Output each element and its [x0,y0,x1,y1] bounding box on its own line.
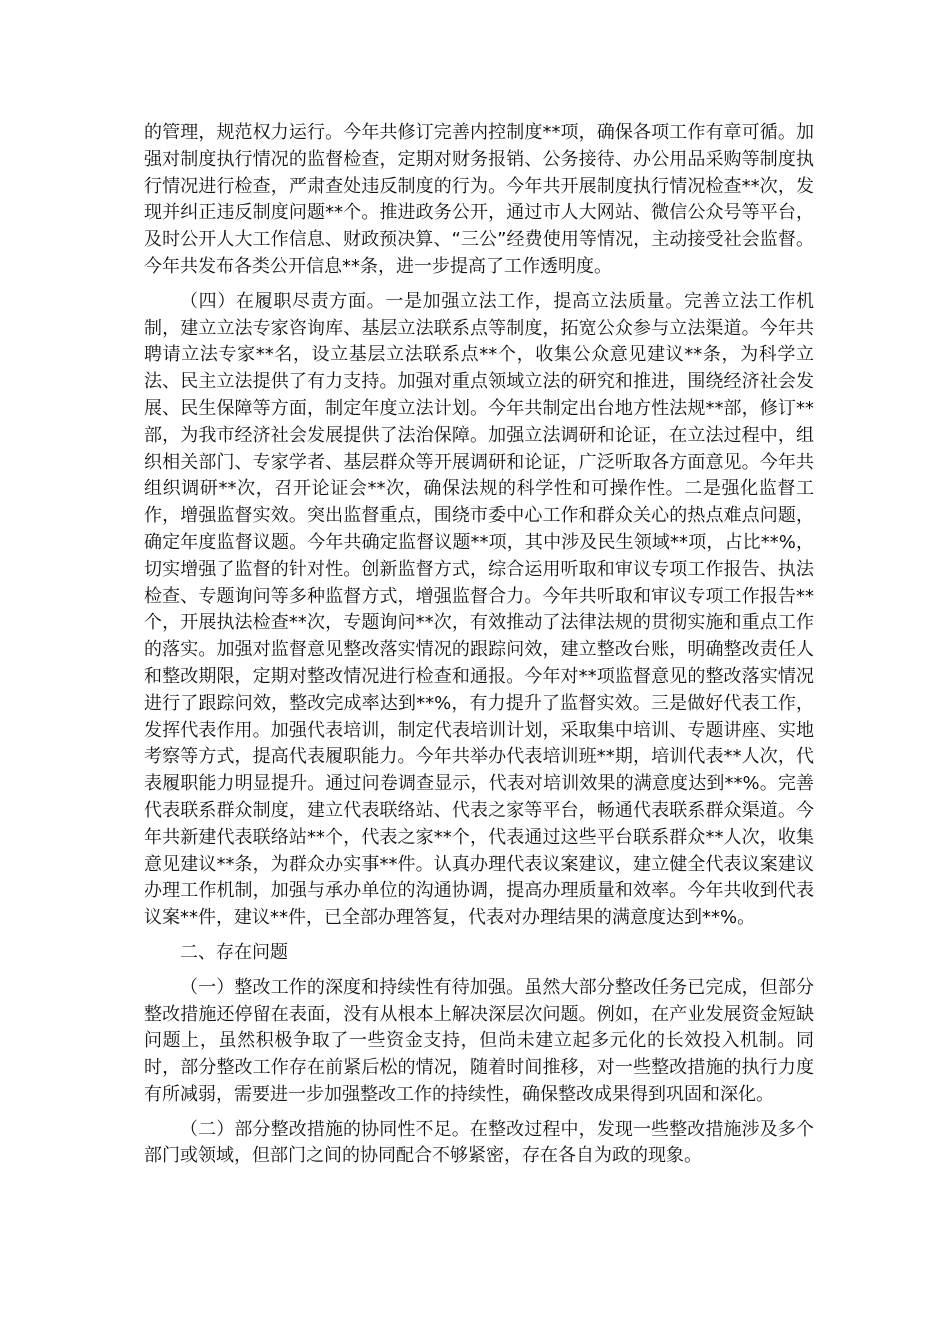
paragraph-internal-control: 的管理，规范权力运行。今年共修订完善内控制度**项，确保各项工作有章可循。加强对制度执行情况的监督检查，定期对财务报销、公务接待、办公用品采购等制度执行情况进行检查，严肃查处违反制度的行为。今年共开展制度执行情况检查**次，发现并纠正违反制度问题**个。推进政务公开，通过市人大网站、微信公众号等平台，及时公开人大工作信息、财政预决算、“三公”经费使用等情况，主动接受社会监督。今年共发布各类公开信息**条，进一步提高了工作透明度。 [144,122,814,277]
paragraph-rectification-depth: （一）整改工作的深度和持续性有待加强。虽然大部分整改任务已完成，但部分整改措施还停留在表面，没有从根本上解决深层次问题。例如，在产业发展资金短缺问题上，虽然积极争取了一些资金支持，但尚未建立起多元化的长效投入机制。同时，部分整改工作存在前紧后松的情况，随着时间推移，对一些整改措施的执行力度有所减弱，需要进一步加强整改工作的持续性，确保整改成果得到巩固和深化。 [144,976,814,1105]
section-heading-existing-problems: 二、存在问题 [180,941,288,963]
paragraph-duty-performance: （四）在履职尽责方面。一是加强立法工作，提高立法质量。完善立法工作机制，建立立法专家咨询库、基层立法联系点等制度，拓宽公众参与立法渠道。今年共聘请立法专家**名，设立基层立法联系点**个，收集公众意见建议**条，为科学立法、民主立法提供了有力支持。加强对重点领域立法的研究和推进，围绕经济社会发展、民生保障等方面，制定年度立法计划。今年共制定出台地方性法规**部，修订**部，为我市经济社会发展提供了法治保障。加强立法调研和论证，在立法过程中，组织相关部门、专家学者、基层群众等开展调研和论证，广泛听取各方面意见。今年共组织调研**次，召开论证会**次，确保法规的科学性和可操作性。二是强化监督工作，增强监督实效。突出监督重点，围绕市委中心工作和群众关心的热点难点问题，确定年度监督议题。今年共确定监督议题**项，其中涉及民生领域**项，占比**%，切实增强了监督的针对性。创新监督方式，综合运用听取和审议专项工作报告、执法检查、专题询问等多种监督方式，增强监督合力。今年共听取和审议专项工作报告**个，开展执法检查**次，专题询问**次，有效推动了法律法规的贯彻实施和重点工作的落实。加强对监督意见整改落实情况的跟踪问效，建立整改台账，明确整改责任人和整改期限，定期对整改情况进行检查和通报。今年对**项监督意见的整改落实情况进行了跟踪问效，整改完成率达到**%，有力提升了监督实效。三是做好代表工作，发挥代表作用。加强代表培训，制定代表培训计划，采取集中培训、专题讲座、实地考察等方式，提高代表履职能力。今年共举办代表培训班**期，培训代表**人次，代表履职能力明显提升。通过问卷调查显示，代表对培训效果的满意度达到**%。完善代表联系群众制度，建立代表联络站、代表之家等平台，畅通代表联系群众渠道。今年共新建代表联络站**个，代表之家**个，代表通过这些平台联系群众**人次，收集意见建议**条，为群众办实事**件。认真办理代表议案建议，建立健全代表议案建议办理工作机制，加强与承办单位的沟通协调，提高办理质量和效率。今年共收到代表议案**件，建议**件，已全部办理答复，代表对办理结果的满意度达到**%。 [144,290,814,929]
document-body [144,120,814,1178]
paragraph-coordination-insufficient: （二）部分整改措施的协同性不足。在整改过程中，发现一些整改措施涉及多个部门或领域，但部门之间的协同配合不够紧密，存在各自为政的现象。 [144,1118,814,1167]
